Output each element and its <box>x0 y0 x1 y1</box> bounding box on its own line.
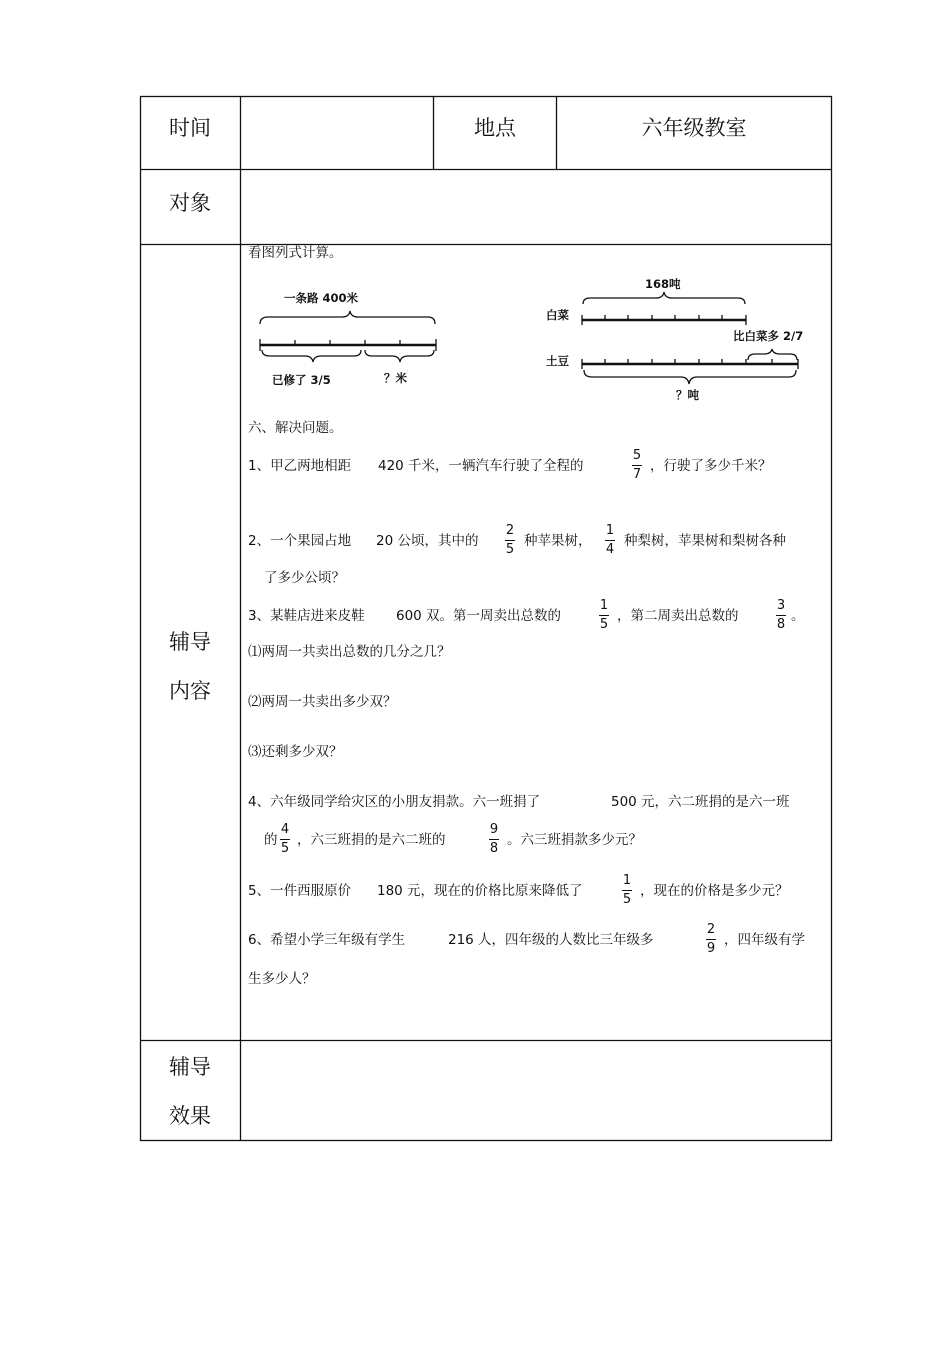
p6-fraction <box>706 923 716 955</box>
place-label: 地点 <box>474 116 516 140</box>
content-label-line1: 辅导 <box>169 630 211 654</box>
fraction-denominator: 7 <box>632 467 642 482</box>
object-label: 对象 <box>169 191 211 215</box>
fraction-numerator: 2 <box>706 922 716 937</box>
effect-label-line2: 效果 <box>169 1104 211 1128</box>
cabbage-row-label: 白菜 <box>546 308 569 322</box>
fraction-denominator: 9 <box>706 941 716 956</box>
road-built-label: 已修了 3/5 <box>272 373 331 387</box>
p3-text-a: 3、某鞋店进来皮鞋 <box>248 608 365 624</box>
cabbage-amount-label: 168吨 <box>645 277 681 291</box>
p3-text-b: ，第二周卖出总数的 <box>617 608 739 624</box>
p5-text-n: 180 元，现在的价格比原来降低了 <box>377 883 583 899</box>
fraction-denominator: 8 <box>776 617 786 632</box>
p1-text-b: ，行驶了多少千米？ <box>650 458 772 474</box>
fraction-denominator: 5 <box>622 892 632 907</box>
p2-text-b: 种苹果树， <box>524 533 592 549</box>
p2-text-d: 了多少公顷？ <box>264 570 345 586</box>
fraction-denominator: 5 <box>505 542 515 557</box>
intro-text: 看图列式计算。 <box>248 245 343 261</box>
section-title: 六、解决问题。 <box>248 420 343 436</box>
p2-fraction-2 <box>605 524 615 556</box>
fraction-bar <box>280 839 290 840</box>
p5-fraction <box>622 874 632 906</box>
fraction-bar <box>706 939 716 940</box>
content-label-line2: 内容 <box>169 679 211 703</box>
p4-text-b: 的 <box>264 832 278 848</box>
fraction-bar <box>622 890 632 891</box>
fraction-bar <box>505 540 515 541</box>
fraction-denominator: 8 <box>489 841 499 856</box>
p5-text-a: 5、一件西服原价 <box>248 883 352 899</box>
p3-fraction-2 <box>776 599 786 631</box>
fraction-numerator: 5 <box>632 448 642 463</box>
p6-text-a: 6、希望小学三年级有学生 <box>248 932 406 948</box>
fraction-bar <box>599 615 609 616</box>
fraction-numerator: 2 <box>505 523 515 538</box>
p1-text-a: 1、甲乙两地相距 <box>248 458 352 474</box>
p1-fraction <box>632 449 642 481</box>
p3-text-n: 600 双。第一周卖出总数的 <box>396 608 562 624</box>
p4-text-d: 。六三班捐款多少元？ <box>507 832 642 848</box>
fraction-bar <box>489 839 499 840</box>
p3-question-1: ⑴两周一共卖出总数的几分之几？ <box>248 644 451 660</box>
fraction-bar <box>776 615 786 616</box>
fraction-bar <box>605 540 615 541</box>
p6-text-b: ，四年级有学 <box>724 932 805 948</box>
fraction-numerator: 1 <box>605 523 615 538</box>
p3-text-c: 。 <box>791 608 805 624</box>
p3-question-2: ⑵两周一共卖出多少双？ <box>248 694 397 710</box>
p1-text-n: 420 千米，一辆汽车行驶了全程的 <box>378 458 584 474</box>
p3-question-3: ⑶还剩多少双？ <box>248 744 343 760</box>
fraction-bar <box>632 465 642 466</box>
p2-text-n: 20 公顷，其中的 <box>376 533 479 549</box>
p2-text-c: 种梨树，苹果树和梨树各种 <box>624 533 786 549</box>
p2-fraction-1 <box>505 524 515 556</box>
p5-text-b: ，现在的价格是多少元？ <box>640 883 789 899</box>
fraction-numerator: 3 <box>776 598 786 613</box>
place-value: 六年级教室 <box>641 116 747 140</box>
cabbage-brace <box>583 292 745 304</box>
p6-text-n: 216 人，四年级的人数比三年级多 <box>448 932 654 948</box>
potato-extra-brace <box>748 349 797 360</box>
fraction-numerator: 1 <box>599 598 609 613</box>
p4-text-c: ，六三班捐的是六二班的 <box>297 832 446 848</box>
potato-more-label: 比白菜多 2/7 <box>733 329 804 343</box>
p4-text-n: 500 元，六二班捐的是六一班 <box>611 794 790 810</box>
road-remaining-label: ？米 <box>384 371 407 385</box>
p6-text-c: 生多少人？ <box>248 971 316 987</box>
potato-unknown-label: ？吨 <box>676 388 699 402</box>
p2-text-a: 2、一个果园占地 <box>248 533 352 549</box>
effect-label-line1: 辅导 <box>169 1055 211 1079</box>
fraction-denominator: 5 <box>599 617 609 632</box>
potato-row-label: 土豆 <box>546 354 569 368</box>
fraction-numerator: 9 <box>489 822 499 837</box>
fraction-numerator: 1 <box>622 873 632 888</box>
p3-fraction-1 <box>599 599 609 631</box>
p4-text-a: 4、六年级同学给灾区的小朋友捐款。六一班捐了 <box>248 794 541 810</box>
fraction-denominator: 4 <box>605 542 615 557</box>
p4-fraction-2 <box>489 823 499 855</box>
p4-fraction-1 <box>280 823 290 855</box>
potato-total-brace <box>584 370 796 384</box>
time-label: 时间 <box>169 116 211 140</box>
road-total-label: 一条路 400米 <box>284 291 359 305</box>
fraction-numerator: 4 <box>280 822 290 837</box>
fraction-denominator: 5 <box>280 841 290 856</box>
